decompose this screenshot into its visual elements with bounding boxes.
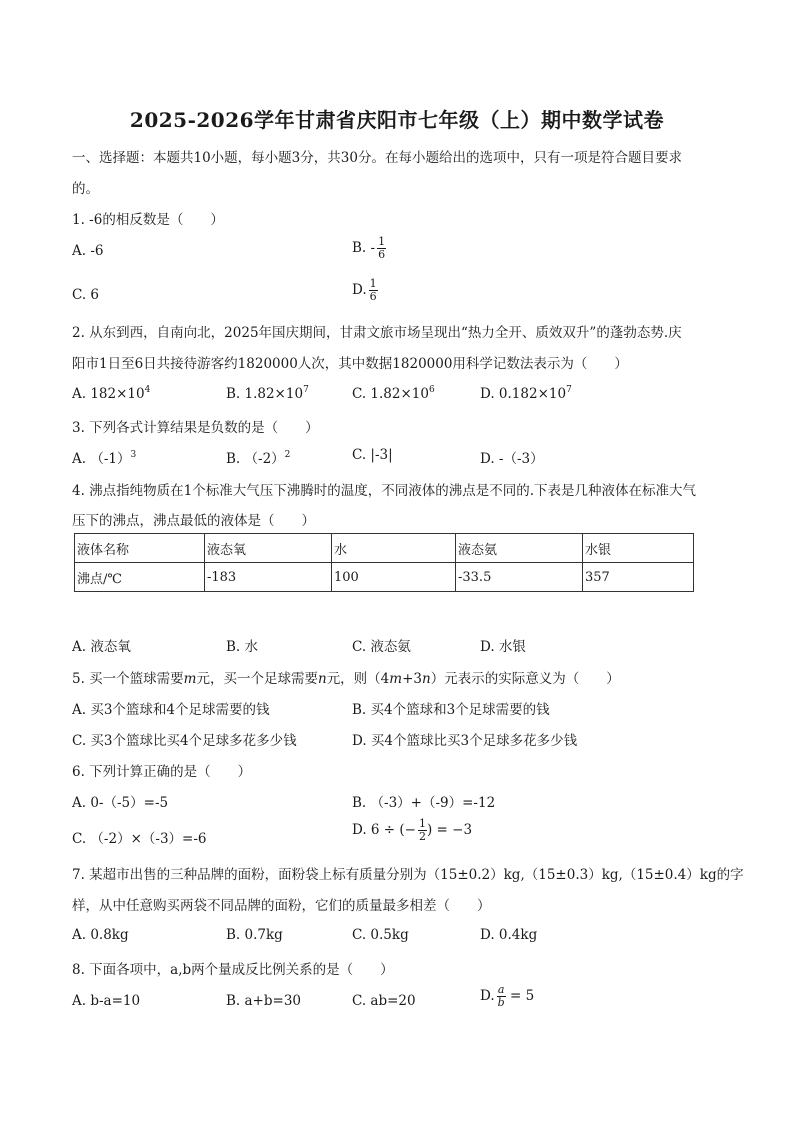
question-4-stem-cont: 压下的沸点，沸点最低的液体是（ ） xyxy=(72,513,315,529)
page-title: 2025-2026学年甘肃省庆阳市七年级（上）期中数学试卷 xyxy=(129,108,665,132)
fraction: $\frac{a}{b}$ xyxy=(497,983,505,1009)
question-5-option-c: C. 买3个篮球比买4个足球多花多少钱 xyxy=(72,733,297,749)
question-5-stem: 5. 买一个篮球需要m元，买一个足球需要n元，则（4m+3n）元表示的实际意义为（ ） xyxy=(72,671,620,687)
question-6-option-d: D. 6 ÷ (− $\frac{1}{2}$ ) = −3 xyxy=(352,817,473,843)
question-8-option-c: C. ab=20 xyxy=(352,993,416,1009)
question-7-stem: 7. 某超市出售的三种品牌的面粉，面粉袋上标有质量分别为（15±0.2）kg,（15±0.3）kg,（15±0.4）kg的字 xyxy=(72,867,744,883)
question-6-option-b: B. （-3）+（-9）=-12 xyxy=(352,795,496,811)
question-1-option-d: D. $\frac{1}{6}$ xyxy=(352,277,377,303)
question-5-option-b: B. 买4个篮球和3个足球需要的钱 xyxy=(352,702,550,718)
question-4-option-b: B. 水 xyxy=(226,639,259,655)
question-6-stem: 6. 下列计算正确的是（ ） xyxy=(72,764,252,780)
question-2-option-b: B. $1.82\times 10^7$ xyxy=(226,385,309,402)
table-cell: 100 xyxy=(332,563,456,592)
section-instructions: 一、选择题：本题共10小题，每小题3分，共30分。在每小题给出的选项中，只有一项是符合题目要求 xyxy=(72,150,682,166)
fraction: $\frac{1}{2}$ xyxy=(419,817,426,843)
question-2-option-a: A. $182\times 10^4$ xyxy=(72,385,151,402)
question-8-stem: 8. 下面各项中，a,b两个量成反比例关系的是（ ） xyxy=(72,962,394,978)
boiling-point-table xyxy=(74,533,694,592)
table-cell: 液态氨 xyxy=(456,534,583,563)
question-5-option-d: D. 买4个篮球比买3个足球多花多少钱 xyxy=(352,733,578,749)
question-8-option-d: D. $\frac{a}{b}$ = 5 xyxy=(480,983,535,1009)
question-7-option-d: D. 0.4kg xyxy=(480,927,538,943)
question-6-option-c: C. （-2）×（-3）=-6 xyxy=(72,831,207,847)
question-7-option-b: B. 0.7kg xyxy=(226,927,283,943)
question-3-option-d: D. -（-3） xyxy=(480,451,544,467)
table-row xyxy=(75,534,694,563)
question-8-option-b: B. a+b=30 xyxy=(226,993,301,1009)
question-5-option-a: A. 买3个篮球和4个足球需要的钱 xyxy=(72,702,270,718)
table-cell: 液态氧 xyxy=(205,534,332,563)
question-7-stem-cont: 样，从中任意购买两袋不同品牌的面粉，它们的质量最多相差（ ） xyxy=(72,898,491,914)
question-4-stem: 4. 沸点指纯物质在1个标准大气压下沸腾时的温度，不同液体的沸点是不同的.下表是几种液体在标准大气 xyxy=(72,483,697,499)
table-cell: 水 xyxy=(332,534,456,563)
question-2-stem-cont: 阳市1日至6日共接待游客约1820000人次，其中数据1820000用科学记数法表示为（ ） xyxy=(72,356,628,372)
question-7-option-a: A. 0.8kg xyxy=(72,927,129,943)
question-1-option-c: C. 6 xyxy=(72,287,100,303)
table-cell: 沸点/℃ xyxy=(75,563,205,592)
question-8-option-a: A. b-a=10 xyxy=(72,993,141,1009)
question-3-option-a: A. $(-1)^3$ xyxy=(72,450,137,467)
table-cell: -183 xyxy=(205,563,332,592)
table-cell: 357 xyxy=(583,563,694,592)
question-1-option-a: A. -6 xyxy=(72,243,104,259)
table-cell: 水银 xyxy=(583,534,694,563)
question-7-option-c: C. 0.5kg xyxy=(352,927,409,943)
table-cell: -33.5 xyxy=(456,563,583,592)
table-cell: 液体名称 xyxy=(75,534,205,563)
fraction: $\frac{1}{6}$ xyxy=(369,277,377,303)
table-row xyxy=(75,563,694,592)
question-3-option-b: B. $(-2)^2$ xyxy=(226,450,291,467)
question-3-option-c: C. |-3| xyxy=(352,447,393,463)
question-4-option-d: D. 水银 xyxy=(480,639,526,655)
question-4-option-c: C. 液态氨 xyxy=(352,639,411,655)
question-4-option-a: A. 液态氧 xyxy=(72,639,131,655)
question-1-option-b: B. - $\frac{1}{6}$ xyxy=(352,235,386,261)
section-instructions-cont: 的。 xyxy=(72,181,99,197)
question-3-stem: 3. 下列各式计算结果是负数的是（ ） xyxy=(72,420,319,436)
question-2-stem: 2. 从东到西，自南向北，2025年国庆期间，甘肃文旅市场呈现出“热力全开、质效双升”的蓬勃态势.庆 xyxy=(72,325,682,341)
question-2-option-d: D. $0.182\times 10^7$ xyxy=(480,385,572,402)
question-2-option-c: C. $1.82\times 10^6$ xyxy=(352,385,435,402)
question-6-option-a: A. 0-（-5）=-5 xyxy=(72,795,169,811)
fraction: $\frac{1}{6}$ xyxy=(378,235,386,261)
question-1-stem: 1. -6的相反数是（ ） xyxy=(72,212,224,228)
